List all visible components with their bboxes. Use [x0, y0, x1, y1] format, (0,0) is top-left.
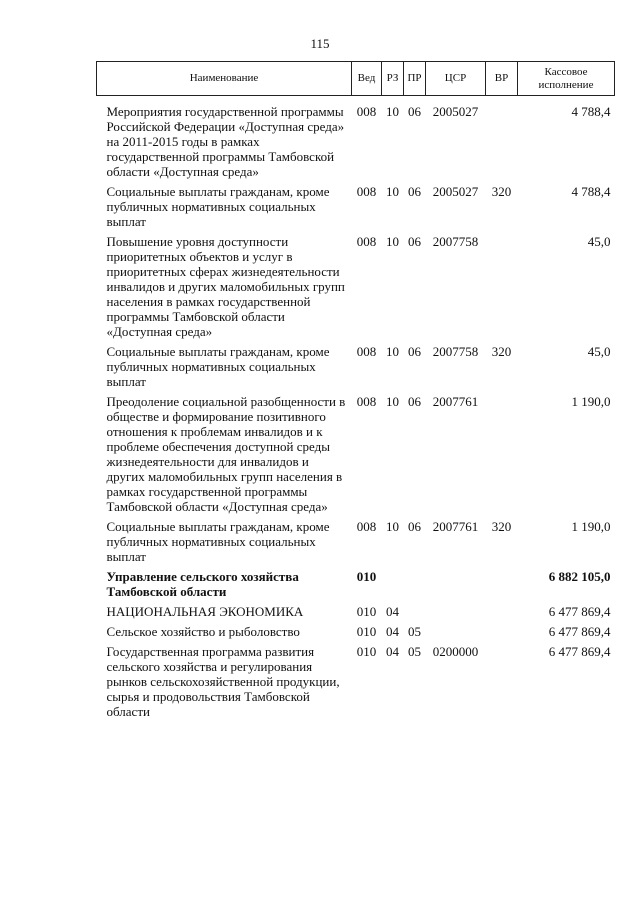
cell-name: Мероприятия государственной программы Российской Федерации «Доступная среда» на 2011-2015 годы в рамках государственной программы Тамбовской области «Доступная среда»: [106, 104, 345, 179]
cell-ved: 008: [356, 184, 377, 199]
cell-csr: 0200000: [432, 644, 479, 659]
cell-name: Социальные выплаты гражданам, кроме публичных нормативных социальных выплат: [106, 344, 330, 389]
header-vr: ВР: [486, 62, 518, 96]
cell-pr: 05: [408, 644, 421, 659]
cell-sum: 45,0: [587, 234, 611, 249]
table-header: [97, 62, 615, 96]
table-row: [97, 517, 615, 567]
cell-vr: 320: [491, 184, 512, 199]
cell-csr: 2005027: [432, 104, 479, 119]
cell-pr: 06: [408, 104, 421, 119]
cell-pr: 06: [408, 184, 421, 199]
cell-csr: 2007761: [432, 394, 479, 409]
cell-ved: 008: [356, 234, 377, 249]
cell-ved: 010: [356, 569, 377, 584]
header-pr: ПР: [404, 62, 426, 96]
cell-name: Социальные выплаты гражданам, кроме публичных нормативных социальных выплат: [106, 184, 330, 229]
cell-vr: [486, 96, 518, 183]
cell-csr: 2007761: [432, 519, 479, 534]
cell-rz: 10: [386, 519, 399, 534]
cell-rz: 10: [386, 104, 399, 119]
header-csr: ЦСР: [426, 62, 486, 96]
cell-name: Управление сельского хозяйства Тамбовской области: [106, 569, 299, 599]
page-number: 115: [310, 36, 330, 51]
cell-sum: 4 788,4: [571, 104, 611, 119]
cell-name: Сельское хозяйство и рыболовство: [106, 624, 300, 639]
table-row: [97, 342, 615, 392]
cell-pr: 06: [408, 344, 421, 359]
cell-vr: [486, 602, 518, 622]
cell-vr: [486, 232, 518, 342]
cell-vr: [486, 567, 518, 602]
cell-name: Социальные выплаты гражданам, кроме публичных нормативных социальных выплат: [106, 519, 330, 564]
cell-rz: 10: [386, 394, 399, 409]
cell-pr: 06: [408, 394, 421, 409]
cell-sum: 4 788,4: [571, 184, 611, 199]
cell-name: Повышение уровня доступности приоритетных объектов и услуг в приоритетных сферах жизнедеятельности инвалидов и других маломобильных групп населения в рамках государственной программы Тамбовской области «Доступная среда»: [106, 234, 345, 339]
cell-csr: [426, 622, 486, 642]
cell-vr: [486, 642, 518, 722]
cell-sum: 6 477 869,4: [548, 644, 611, 659]
cell-rz: 10: [386, 234, 399, 249]
cell-ved: 010: [356, 624, 377, 639]
cell-vr: [486, 622, 518, 642]
cell-pr: 06: [408, 519, 421, 534]
cell-sum: 1 190,0: [571, 394, 611, 409]
cell-csr: [426, 567, 486, 602]
cell-pr: 06: [408, 234, 421, 249]
cell-pr: [404, 602, 426, 622]
cell-ved: 010: [356, 604, 377, 619]
cell-rz: 04: [386, 644, 399, 659]
cell-rz: 10: [386, 344, 399, 359]
cell-sum: 45,0: [587, 344, 611, 359]
budget-execution-table: [96, 61, 615, 722]
cell-sum: 6 477 869,4: [548, 624, 611, 639]
cell-ved: 008: [356, 104, 377, 119]
cell-vr: [486, 392, 518, 517]
table-row: [97, 602, 615, 622]
cell-csr: 2007758: [432, 344, 479, 359]
cell-pr: [404, 567, 426, 602]
cell-vr: 320: [491, 344, 512, 359]
budget-table-container: [96, 61, 614, 722]
cell-csr: 2005027: [432, 184, 479, 199]
header-rz: РЗ: [382, 62, 404, 96]
cell-csr: 2007758: [432, 234, 479, 249]
cell-rz: 04: [386, 604, 399, 619]
header-name: Наименование: [97, 62, 352, 96]
cell-csr: [426, 602, 486, 622]
cell-vr: 320: [491, 519, 512, 534]
cell-pr: 05: [408, 624, 421, 639]
table-body: [97, 96, 615, 723]
cell-ved: 010: [356, 644, 377, 659]
header-ved: Вед: [352, 62, 382, 96]
table-row: [97, 392, 615, 517]
cell-ved: 008: [356, 394, 377, 409]
header-sum: Кассовое исполнение: [518, 62, 615, 96]
table-row: [97, 232, 615, 342]
cell-name: Государственная программа развития сельского хозяйства и регулирования рынков сельскохозяйственной продукции, сырья и продовольствия Тамбовской области: [106, 644, 340, 719]
cell-name: НАЦИОНАЛЬНАЯ ЭКОНОМИКА: [106, 604, 304, 619]
table-row: [97, 182, 615, 232]
cell-sum: 6 882 105,0: [548, 569, 611, 584]
table-row: [97, 622, 615, 642]
cell-sum: 6 477 869,4: [548, 604, 611, 619]
table-row: [97, 642, 615, 722]
cell-rz: [382, 567, 404, 602]
table-row: [97, 567, 615, 602]
cell-name: Преодоление социальной разобщенности в обществе и формирование позитивного отношения к проблемам инвалидов и к проблеме обеспечения доступной среды жизнедеятельности для инвалидов и других маломобильных групп населения в рамках государственной программы Тамбовской области «Доступная среда»: [106, 394, 346, 514]
cell-ved: 008: [356, 344, 377, 359]
cell-ved: 008: [356, 519, 377, 534]
cell-rz: 04: [386, 624, 399, 639]
table-row: [97, 96, 615, 183]
cell-rz: 10: [386, 184, 399, 199]
cell-sum: 1 190,0: [571, 519, 611, 534]
